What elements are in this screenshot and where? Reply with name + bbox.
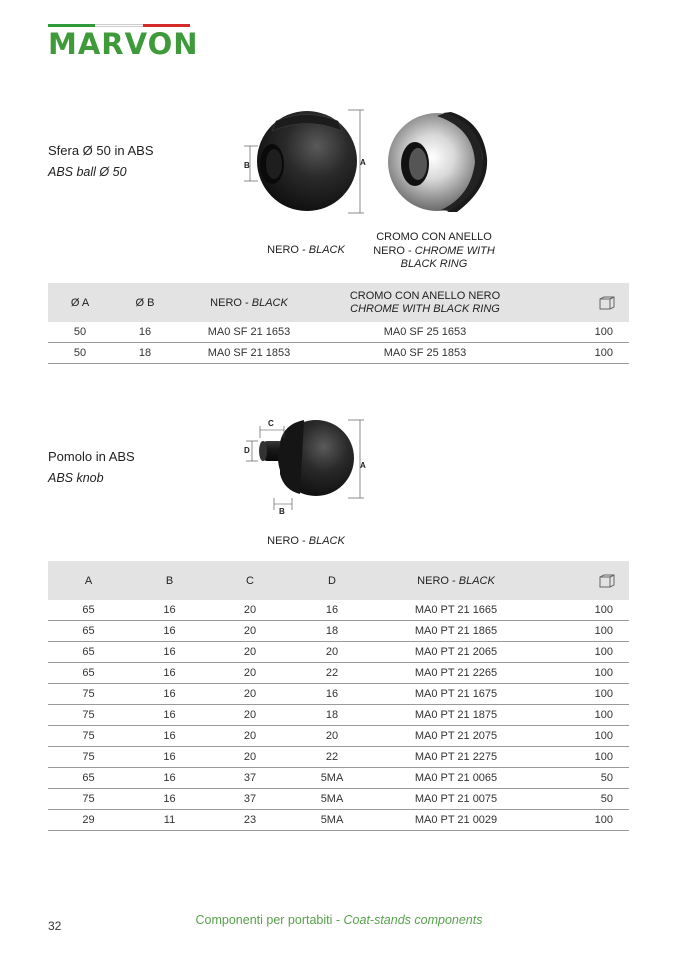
knob-image xyxy=(240,414,372,518)
table-row xyxy=(48,343,629,364)
page-number: 32 xyxy=(48,919,62,933)
footer-caption xyxy=(0,913,678,927)
knob-caption-black-it: NERO - xyxy=(267,535,309,547)
cell-b: 16 xyxy=(129,600,210,621)
cell-black: MA0 SF 21 1653 xyxy=(178,322,320,343)
cell-qty: 100 xyxy=(538,705,629,726)
section1-title-en: ABS ball Ø 50 xyxy=(48,165,127,179)
cell-d: 18 xyxy=(290,705,374,726)
cell-a: 75 xyxy=(48,789,129,810)
cell-a: 50 xyxy=(48,322,112,343)
black-ball-image xyxy=(238,104,373,216)
cell-qty: 100 xyxy=(538,621,629,642)
table-row xyxy=(48,621,629,642)
knob-table-header xyxy=(48,561,629,600)
cell-b: 16 xyxy=(129,642,210,663)
cell-a: 65 xyxy=(48,621,129,642)
brand-name: MARVON xyxy=(48,27,199,61)
col-header-black-en: BLACK xyxy=(251,296,288,309)
caption-chrome xyxy=(366,231,502,272)
cell-qty: 100 xyxy=(538,600,629,621)
cell-a: 75 xyxy=(48,684,129,705)
table-row xyxy=(48,747,629,768)
cell-code: MA0 PT 21 0029 xyxy=(374,810,538,831)
table-row xyxy=(48,642,629,663)
cell-d: 20 xyxy=(290,642,374,663)
table-row xyxy=(48,789,629,810)
caption-black-en: BLACK xyxy=(308,244,345,256)
cell-c: 20 xyxy=(210,705,290,726)
table-row xyxy=(48,810,629,831)
cell-c: 23 xyxy=(210,810,290,831)
col-header-black-it: NERO - xyxy=(210,296,252,309)
cell-code: MA0 PT 21 1665 xyxy=(374,600,538,621)
footer-text-it: Componenti per portabiti - xyxy=(195,913,344,927)
cell-chrome: MA0 SF 25 1853 xyxy=(320,343,530,364)
cell-code: MA0 PT 21 2065 xyxy=(374,642,538,663)
cell-b: 16 xyxy=(129,621,210,642)
caption-black xyxy=(260,244,352,258)
knob-table xyxy=(48,561,629,831)
caption-chrome-line2-en: CHROME WITH xyxy=(414,244,495,257)
caption-chrome-line3-en: BLACK RING xyxy=(400,258,468,270)
cell-qty: 100 xyxy=(530,322,629,343)
cell-d: 22 xyxy=(290,663,374,684)
cell-b: 11 xyxy=(129,810,210,831)
cell-code: MA0 PT 21 2265 xyxy=(374,663,538,684)
section2-title-en: ABS knob xyxy=(48,471,104,485)
cell-b: 16 xyxy=(129,768,210,789)
table-row xyxy=(48,684,629,705)
cell-a: 75 xyxy=(48,726,129,747)
cell-a: 75 xyxy=(48,705,129,726)
ball-table-header xyxy=(48,283,629,322)
cell-d: 18 xyxy=(290,621,374,642)
cell-code: MA0 PT 21 2075 xyxy=(374,726,538,747)
knob-col-header-black-en: BLACK xyxy=(458,574,495,587)
footer-text-en: Coat-stands components xyxy=(343,913,483,927)
knob-col-header-black-it: NERO - xyxy=(417,574,459,587)
cell-code: MA0 PT 21 0065 xyxy=(374,768,538,789)
knob-dim-b: B xyxy=(279,507,285,516)
knob-col-header-a: A xyxy=(48,561,129,600)
cell-qty: 100 xyxy=(538,684,629,705)
caption-chrome-line1: CROMO CON ANELLO xyxy=(376,231,492,243)
knob-dim-a: A xyxy=(360,461,366,470)
cell-c: 37 xyxy=(210,768,290,789)
cell-qty: 100 xyxy=(538,726,629,747)
table-row xyxy=(48,663,629,684)
cell-code: MA0 PT 21 2275 xyxy=(374,747,538,768)
table-row xyxy=(48,600,629,621)
knob-caption-black-en: BLACK xyxy=(308,535,345,547)
col-header-chrome xyxy=(320,283,530,322)
cell-qty: 100 xyxy=(538,747,629,768)
cell-code: MA0 PT 21 1675 xyxy=(374,684,538,705)
cell-a: 29 xyxy=(48,810,129,831)
table-row xyxy=(48,705,629,726)
knob-col-header-b: B xyxy=(129,561,210,600)
cell-c: 20 xyxy=(210,663,290,684)
cell-c: 20 xyxy=(210,747,290,768)
cell-d: 5MA xyxy=(290,810,374,831)
cell-black: MA0 SF 21 1853 xyxy=(178,343,320,364)
col-header-black xyxy=(178,283,320,322)
cell-b: 16 xyxy=(129,747,210,768)
col-header-a: Ø A xyxy=(48,283,112,322)
cell-qty: 50 xyxy=(538,768,629,789)
brand-logo xyxy=(48,24,199,61)
cell-code: MA0 PT 21 1875 xyxy=(374,705,538,726)
cell-c: 20 xyxy=(210,726,290,747)
cell-d: 5MA xyxy=(290,768,374,789)
cell-d: 5MA xyxy=(290,789,374,810)
cell-d: 16 xyxy=(290,684,374,705)
cell-a: 75 xyxy=(48,747,129,768)
cell-chrome: MA0 SF 25 1653 xyxy=(320,322,530,343)
knob-col-header-qty xyxy=(538,561,629,600)
ball-table xyxy=(48,283,629,364)
col-header-chrome-en: CHROME WITH BLACK RING xyxy=(350,302,500,315)
knob-dim-d: D xyxy=(244,446,250,455)
cell-c: 20 xyxy=(210,600,290,621)
cell-a: 65 xyxy=(48,642,129,663)
knob-caption-black xyxy=(260,535,352,549)
cell-b: 16 xyxy=(129,684,210,705)
knob-col-header-c: C xyxy=(210,561,290,600)
cell-b: 18 xyxy=(112,343,178,364)
cell-d: 20 xyxy=(290,726,374,747)
box-icon xyxy=(599,574,615,588)
cell-b: 16 xyxy=(112,322,178,343)
cell-c: 20 xyxy=(210,621,290,642)
col-header-b: Ø B xyxy=(112,283,178,322)
caption-chrome-line2-it: NERO - xyxy=(373,244,415,257)
col-header-qty xyxy=(530,283,629,322)
cell-qty: 100 xyxy=(538,810,629,831)
knob-col-header-d: D xyxy=(290,561,374,600)
cell-code: MA0 PT 21 0075 xyxy=(374,789,538,810)
cell-b: 16 xyxy=(129,726,210,747)
cell-qty: 100 xyxy=(530,343,629,364)
dim-label-a: A xyxy=(360,158,366,167)
cell-qty: 100 xyxy=(538,663,629,684)
cell-c: 37 xyxy=(210,789,290,810)
dim-label-b: B xyxy=(244,161,250,170)
knob-col-header-black xyxy=(374,561,538,600)
cell-b: 16 xyxy=(129,705,210,726)
section1-title: Sfera Ø 50 in ABS xyxy=(48,143,154,158)
cell-c: 20 xyxy=(210,684,290,705)
table-row xyxy=(48,768,629,789)
caption-black-it: NERO - xyxy=(267,244,309,256)
col-header-chrome-it: CROMO CON ANELLO NERO xyxy=(349,289,501,302)
cell-a: 65 xyxy=(48,768,129,789)
section2-title: Pomolo in ABS xyxy=(48,449,135,464)
cell-qty: 50 xyxy=(538,789,629,810)
cell-b: 16 xyxy=(129,663,210,684)
table-row xyxy=(48,726,629,747)
cell-b: 16 xyxy=(129,789,210,810)
cell-a: 65 xyxy=(48,663,129,684)
cell-d: 22 xyxy=(290,747,374,768)
cell-code: MA0 PT 21 1865 xyxy=(374,621,538,642)
table-row xyxy=(48,322,629,343)
knob-dim-c: C xyxy=(268,419,274,428)
cell-d: 16 xyxy=(290,600,374,621)
cell-c: 20 xyxy=(210,642,290,663)
box-icon xyxy=(599,296,615,310)
chrome-ball-image xyxy=(385,108,489,216)
cell-qty: 100 xyxy=(538,642,629,663)
cell-a: 50 xyxy=(48,343,112,364)
cell-a: 65 xyxy=(48,600,129,621)
